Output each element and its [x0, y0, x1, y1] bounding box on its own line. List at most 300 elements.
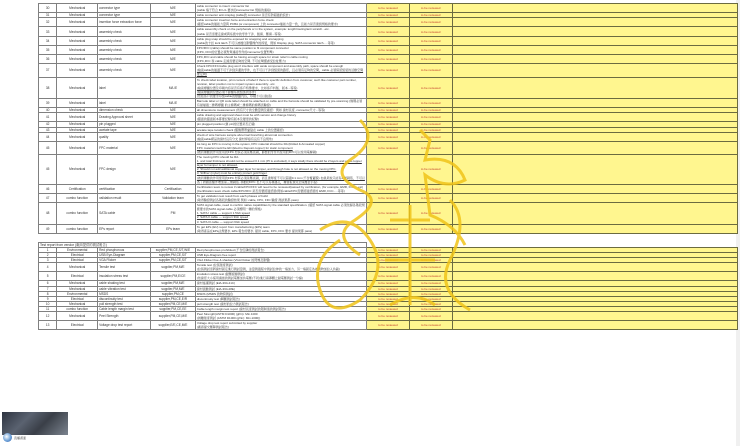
- review-status-cell[interactable]: to be reviewed: [367, 113, 410, 122]
- remarks-cell[interactable]: [452, 98, 737, 107]
- review-status-cell[interactable]: to be reviewed: [409, 296, 452, 301]
- remarks-cell[interactable]: [452, 64, 737, 77]
- review-status-cell[interactable]: to be reviewed: [409, 321, 452, 330]
- review-status-cell[interactable]: to be reviewed: [409, 127, 452, 132]
- table-row: [39, 55, 738, 64]
- row-owner[interactable]: M/E: [151, 4, 196, 13]
- row-owner[interactable]: supplier,PM,M/E: [151, 281, 196, 286]
- row-owner[interactable]: supplier,PM,CE,E/R: [151, 296, 196, 301]
- row-owner[interactable]: supplier,PM,CE,EE: [151, 306, 196, 311]
- review-status-cell[interactable]: to be reviewed: [367, 321, 410, 330]
- review-status-cell[interactable]: to be reviewed: [409, 252, 452, 257]
- review-status-cell[interactable]: to be reviewed: [409, 36, 452, 45]
- row-category[interactable]: Environmental: [57, 291, 98, 296]
- review-status-cell[interactable]: to be reviewed: [367, 224, 410, 233]
- row-number[interactable]: 45: [39, 141, 57, 154]
- row-category[interactable]: Mechanical: [57, 127, 98, 132]
- remarks-cell[interactable]: [452, 141, 737, 154]
- row-owner[interactable]: M/E: [151, 113, 196, 122]
- row-description[interactable]: [195, 184, 366, 193]
- row-item[interactable]: acetate tape: [98, 127, 151, 132]
- row-number[interactable]: 8: [39, 291, 57, 296]
- review-status-cell[interactable]: to be reviewed: [409, 193, 452, 202]
- description-line: SATA signal cable, need to confirm native capabilities by the standard specification. (確認 SATA signal cable 必須依據各階段規範要求的SATA signal cable 必須標明一種的規格): [196, 203, 365, 212]
- row-category[interactable]: Mechanical: [57, 27, 98, 36]
- row-item[interactable]: assembly check: [98, 36, 151, 45]
- row-category[interactable]: combo function: [57, 306, 98, 311]
- row-item[interactable]: label: [98, 77, 151, 98]
- review-status-cell[interactable]: to be reviewed: [367, 36, 410, 45]
- review-status-cell[interactable]: to be reviewed: [367, 281, 410, 286]
- review-status-cell[interactable]: to be reviewed: [367, 193, 410, 202]
- row-owner[interactable]: supplier,PM,CE,M/E: [151, 312, 196, 321]
- row-number[interactable]: 4: [39, 263, 57, 272]
- row-item[interactable]: assembly check: [98, 55, 151, 64]
- review-status-cell[interactable]: to be reviewed: [367, 127, 410, 132]
- row-description[interactable]: [195, 141, 366, 154]
- row-category[interactable]: Mechanical: [57, 18, 98, 27]
- row-number[interactable]: 40: [39, 108, 57, 113]
- row-item[interactable]: cable shaking test: [98, 281, 151, 286]
- review-status-cell[interactable]: to be reviewed: [409, 247, 452, 252]
- review-status-cell[interactable]: to be reviewed: [409, 55, 452, 64]
- row-number[interactable]: 3: [39, 257, 57, 262]
- row-owner[interactable]: supplier,PM,CE,S/T: [151, 252, 196, 257]
- review-status-cell[interactable]: to be reviewed: [367, 27, 410, 36]
- review-status-cell[interactable]: to be reviewed: [367, 301, 410, 306]
- row-number[interactable]: 31: [39, 13, 57, 18]
- review-status-cell[interactable]: to be reviewed: [367, 64, 410, 77]
- webcam-thumbnail: [2, 412, 68, 435]
- review-status-cell[interactable]: to be reviewed: [409, 272, 452, 281]
- row-category[interactable]: Mechanical: [57, 55, 98, 64]
- vendor-rows: [39, 242, 738, 330]
- description-line: cable connector insertion force and extraction force check: [196, 18, 274, 23]
- remarks-cell[interactable]: [452, 55, 737, 64]
- description-line: check of wire harness sample abnormal branching abnormal connection: [196, 132, 293, 137]
- row-description[interactable]: [195, 132, 366, 141]
- row-owner[interactable]: M/E: [151, 127, 196, 132]
- row-number[interactable]: 43: [39, 127, 57, 132]
- table-row: [39, 272, 738, 281]
- row-owner[interactable]: M/E: [151, 64, 196, 77]
- row-number[interactable]: 5: [39, 272, 57, 281]
- remarks-cell[interactable]: [452, 18, 737, 27]
- review-status-cell[interactable]: to be reviewed: [367, 45, 410, 54]
- row-item[interactable]: connector type: [98, 4, 151, 13]
- description-line: Certification team to review if cable/FPC/FFC will need to be reviewed/passed by certification, (for example, EMR, FCC... etc): [196, 184, 364, 189]
- review-status-cell[interactable]: to be reviewed: [409, 13, 452, 18]
- row-owner[interactable]: EPs team: [151, 224, 196, 233]
- row-category[interactable]: combo function: [57, 203, 98, 224]
- row-number[interactable]: 45: [39, 155, 57, 185]
- row-owner[interactable]: M/E: [151, 13, 196, 18]
- description-line: (FPC, FFC的位置必須對齊連接零件的connector位置對準): [196, 49, 274, 54]
- row-category[interactable]: Electrical: [57, 272, 98, 281]
- row-owner[interactable]: M/E: [151, 108, 196, 113]
- row-description[interactable]: [195, 263, 366, 272]
- table-row: [39, 98, 738, 107]
- row-item[interactable]: VGA Flicker: [98, 257, 151, 262]
- review-status-cell[interactable]: to be reviewed: [409, 286, 452, 291]
- review-status-cell[interactable]: to be reviewed: [367, 272, 410, 281]
- row-description[interactable]: [195, 224, 366, 233]
- row-owner[interactable]: supplier,PM,M/E: [151, 286, 196, 291]
- row-category[interactable]: Mechanical: [57, 77, 98, 98]
- remarks-cell[interactable]: [452, 27, 737, 36]
- row-item[interactable]: quality: [98, 132, 151, 141]
- row-item[interactable]: Cable length margin test: [98, 306, 151, 311]
- row-description[interactable]: [195, 64, 366, 77]
- review-status-cell[interactable]: to be reviewed: [367, 155, 410, 185]
- description-line: (FPC,FFC 和 cable 走線需要足夠的空間, 不可在彎摺處受拉扯應力): [196, 59, 286, 64]
- description-line: (剝離強度測試 (ASTM D1000 (gf/in): Min.1000)): [196, 316, 261, 321]
- row-description[interactable]: [195, 77, 366, 98]
- row-number[interactable]: 9: [39, 296, 57, 301]
- review-status-cell[interactable]: to be reviewed: [409, 108, 452, 113]
- row-number[interactable]: 36: [39, 55, 57, 64]
- row-owner[interactable]: Certification: [151, 184, 196, 193]
- row-description[interactable]: [195, 113, 366, 122]
- row-number[interactable]: 47: [39, 193, 57, 202]
- review-status-cell[interactable]: to be reviewed: [367, 108, 410, 113]
- row-owner[interactable]: supplier,PM,M/E: [151, 263, 196, 272]
- row-category[interactable]: combo function: [57, 224, 98, 233]
- review-status-cell[interactable]: to be reviewed: [409, 64, 452, 77]
- row-description[interactable]: [195, 55, 366, 64]
- review-status-cell[interactable]: to be reviewed: [409, 281, 452, 286]
- row-owner[interactable]: supplier,PM,CE,S/T,W/E: [151, 247, 196, 252]
- review-status-cell[interactable]: to be reviewed: [367, 252, 410, 257]
- description-line: FPC/FFC (cable) should be same position to fit component connector: [196, 45, 289, 50]
- review-status-cell[interactable]: to be reviewed: [367, 296, 410, 301]
- table-row: [39, 77, 738, 98]
- remarks-cell[interactable]: [452, 184, 737, 193]
- row-item[interactable]: dimension check: [98, 108, 151, 113]
- remarks-cell[interactable]: [452, 203, 737, 224]
- review-status-cell[interactable]: to be reviewed: [409, 306, 452, 311]
- review-status-cell[interactable]: to be reviewed: [367, 98, 410, 107]
- review-status-cell[interactable]: to be reviewed: [409, 122, 452, 127]
- row-category[interactable]: Mechanical: [57, 4, 98, 13]
- description-line: As long as FPC is moving in the system, FPC material should be RA (Rolled & Annealed copper): [196, 141, 326, 146]
- row-owner[interactable]: M/L/E: [151, 98, 196, 107]
- review-status-cell[interactable]: to be reviewed: [409, 98, 452, 107]
- table-row: [39, 263, 738, 272]
- row-description[interactable]: [195, 45, 366, 54]
- description-line: cable plug snap should be exposed for snapping and unsnapping: [196, 36, 284, 41]
- remarks-cell[interactable]: [452, 77, 737, 98]
- row-description[interactable]: [195, 98, 366, 107]
- review-status-cell[interactable]: to be reviewed: [409, 301, 452, 306]
- row-item[interactable]: insertion force extraction force: [98, 18, 151, 27]
- row-owner[interactable]: M/E: [151, 55, 196, 64]
- row-item[interactable]: EPs report: [98, 224, 151, 233]
- row-owner[interactable]: supplier,E/E,CE,M/E: [151, 321, 196, 330]
- review-status-cell[interactable]: to be reviewed: [367, 247, 410, 252]
- row-item[interactable]: assembly check: [98, 27, 151, 36]
- description-line: 線材搖擺測試 (EIA-364-41C): [196, 281, 236, 286]
- review-status-cell[interactable]: to be reviewed: [367, 55, 410, 64]
- row-number[interactable]: 33: [39, 27, 57, 36]
- description-line: (依照客戶的要求印製cable的標籤內容，印刷不可以脫落): [196, 93, 273, 98]
- row-item[interactable]: pin plugged: [98, 122, 151, 127]
- row-category[interactable]: Mechanical: [57, 64, 98, 77]
- row-category[interactable]: Mechanical: [57, 312, 98, 321]
- row-number[interactable]: 39: [39, 98, 57, 107]
- row-item[interactable]: Red phosphorous: [98, 247, 151, 252]
- review-status-cell[interactable]: to be reviewed: [367, 18, 410, 27]
- row-number[interactable]: 38: [39, 77, 57, 98]
- remarks-cell[interactable]: [452, 263, 737, 272]
- row-description[interactable]: [195, 36, 366, 45]
- spreadsheet: [38, 3, 738, 330]
- row-description[interactable]: [195, 321, 366, 330]
- row-item[interactable]: pull strength test: [98, 301, 151, 306]
- row-number[interactable]: 46: [39, 184, 57, 193]
- row-number[interactable]: 42: [39, 122, 57, 127]
- review-status-cell[interactable]: to be reviewed: [367, 77, 410, 98]
- remarks-cell[interactable]: [452, 155, 737, 185]
- review-status-cell[interactable]: to be reviewed: [409, 77, 452, 98]
- row-owner[interactable]: supplier,PM,CE: [151, 291, 196, 296]
- review-status-cell[interactable]: to be reviewed: [367, 203, 410, 224]
- row-item[interactable]: connector type: [98, 13, 151, 18]
- remarks-cell[interactable]: [452, 36, 737, 45]
- table-row: [39, 141, 738, 154]
- row-owner[interactable]: supplier,PM,CE,S/T: [151, 257, 196, 262]
- review-status-cell[interactable]: to be reviewed: [409, 257, 452, 262]
- description-line: The moving FPC should be RA.: [196, 155, 240, 160]
- row-description[interactable]: [195, 203, 366, 224]
- row-number[interactable]: 10: [39, 301, 57, 306]
- row-number[interactable]: 32: [39, 18, 57, 27]
- review-status-cell[interactable]: to be reviewed: [367, 4, 410, 13]
- table-row: [39, 132, 738, 141]
- review-status-cell[interactable]: to be reviewed: [409, 203, 452, 224]
- row-category[interactable]: Electrical: [57, 321, 98, 330]
- row-item[interactable]: FPC material: [98, 141, 151, 154]
- row-item[interactable]: certification: [98, 184, 151, 193]
- row-owner[interactable]: M/E: [151, 27, 196, 36]
- description-line: Cable length margin test report (線材長度測試的限制值的測試報告): [196, 306, 286, 311]
- review-status-cell[interactable]: to be reviewed: [409, 18, 452, 27]
- row-item[interactable]: Peel Strength: [98, 312, 151, 321]
- row-item[interactable]: label: [98, 98, 151, 107]
- description-line: Red phosphorous prohibited (不含紅磷的測試報告): [196, 247, 265, 252]
- row-category[interactable]: Mechanical: [57, 263, 98, 272]
- row-category[interactable]: Mechanical: [57, 122, 98, 127]
- review-status-cell[interactable]: to be reviewed: [409, 113, 452, 122]
- table-row: [39, 224, 738, 233]
- row-owner[interactable]: M/E: [151, 141, 196, 154]
- review-status-cell[interactable]: to be reviewed: [409, 4, 452, 13]
- review-status-cell[interactable]: to be reviewed: [367, 132, 410, 141]
- row-owner[interactable]: M/E: [151, 45, 196, 54]
- row-category[interactable]: Electrical: [57, 257, 98, 262]
- review-status-cell[interactable]: to be reviewed: [409, 132, 452, 141]
- description-line: (檢查標籤的位置必須不影響系統組裝的部件): [196, 89, 256, 94]
- review-status-cell[interactable]: to be reviewed: [367, 13, 410, 18]
- description-line: 2. Should not add additional copper layer for tamper, and through hole is not allowed on the moving FPC.: [196, 167, 337, 172]
- review-status-cell[interactable]: to be reviewed: [367, 122, 410, 127]
- row-category[interactable]: Mechanical: [57, 98, 98, 107]
- row-description[interactable]: [195, 155, 366, 185]
- row-number[interactable]: 13: [39, 321, 57, 330]
- row-number[interactable]: 2: [39, 252, 57, 257]
- table-row: [39, 18, 738, 27]
- row-number[interactable]: 44: [39, 132, 57, 141]
- review-status-cell[interactable]: to be reviewed: [367, 184, 410, 193]
- description-line: To check label location, print content of label if there is specific definition from customer, such like customer part number, revision, label position not to impact system assembly.. etc.: [196, 77, 357, 86]
- review-status-cell[interactable]: to be reviewed: [409, 263, 452, 272]
- row-owner[interactable]: M/E: [151, 155, 196, 185]
- row-item[interactable]: assembly check: [98, 45, 151, 54]
- remarks-cell[interactable]: [452, 224, 737, 233]
- table-row: [39, 27, 738, 36]
- row-category[interactable]: Mechanical: [57, 301, 98, 306]
- row-item[interactable]: validation result: [98, 193, 151, 202]
- row-category[interactable]: Mechanical: [57, 36, 98, 45]
- row-category[interactable]: Mechanical: [57, 13, 98, 18]
- row-category[interactable]: Electrical: [57, 296, 98, 301]
- row-owner[interactable]: M/E: [151, 132, 196, 141]
- row-category[interactable]: Mechanical: [57, 141, 98, 154]
- row-number[interactable]: 41: [39, 113, 57, 122]
- row-owner[interactable]: Validation team: [151, 193, 196, 202]
- description-line: (cable 是否需要走線或與系統中的零件干涉、割傷、壓傷...等等): [196, 31, 282, 36]
- row-item[interactable]: insulation stress test: [98, 272, 151, 281]
- row-owner[interactable]: M/L/E: [151, 77, 196, 98]
- row-number[interactable]: 7: [39, 286, 57, 291]
- row-item[interactable]: USB Eye-Diagram: [98, 252, 151, 257]
- description-line: (檢查標籤位置及印刷內容是否有客戶特殊要求，比如客戶料號、版本...等等): [196, 85, 298, 90]
- description-line: (cable的卡扣 lock latch 不可以被擋住影響操作的拆裝，例如 Display plug, SATA connector latch.... 等等): [196, 40, 335, 45]
- table-row: [39, 113, 738, 122]
- checklist-table: [38, 3, 738, 234]
- review-status-cell[interactable]: to be reviewed: [367, 306, 410, 311]
- row-category[interactable]: Mechanical: [57, 45, 98, 54]
- row-description[interactable]: [195, 312, 366, 321]
- row-item[interactable]: Tensile test: [98, 263, 151, 272]
- review-status-cell[interactable]: to be reviewed: [409, 45, 452, 54]
- description-line: 3. Stiffner (mylar) must be entirely protect gold finger.: [196, 171, 268, 176]
- row-description[interactable]: [195, 27, 366, 36]
- remarks-cell[interactable]: [452, 272, 737, 281]
- row-item[interactable]: Drawing Approval sheet: [98, 113, 151, 122]
- description-line: 1. SATA I cable --- support 1.5Gb speed: [196, 211, 250, 216]
- review-status-cell[interactable]: to be reviewed: [409, 141, 452, 154]
- description-line: (確認cable的插拔力量與 PCBA (or component) 上的 connector插拔力量一致，且拔力是否達到規格的要求): [196, 22, 338, 27]
- row-number[interactable]: 30: [39, 4, 57, 13]
- row-number[interactable]: 34: [39, 36, 57, 45]
- remarks-cell[interactable]: [452, 321, 737, 330]
- row-description[interactable]: [195, 4, 366, 13]
- row-item[interactable]: cable vibration test: [98, 286, 151, 291]
- row-category[interactable]: combo function: [57, 193, 98, 202]
- row-item[interactable]: MSDS: [98, 291, 151, 296]
- review-status-cell[interactable]: to be reviewed: [367, 263, 410, 272]
- row-owner[interactable]: M/E: [151, 122, 196, 127]
- description-line: To get EPs (EU) report from manufacturing (EPs) team: [196, 224, 270, 229]
- review-status-cell[interactable]: to be reviewed: [409, 155, 452, 185]
- remarks-cell[interactable]: [452, 312, 737, 321]
- row-number[interactable]: 12: [39, 312, 57, 321]
- remarks-cell[interactable]: [452, 132, 737, 141]
- row-category[interactable]: Mechanical: [57, 113, 98, 122]
- remarks-cell[interactable]: [452, 193, 737, 202]
- row-number[interactable]: 48: [39, 203, 57, 224]
- review-status-cell[interactable]: to be reviewed: [409, 184, 452, 193]
- row-number[interactable]: 11: [39, 306, 57, 311]
- remarks-cell[interactable]: [452, 113, 737, 122]
- description-line: Barcode label or QR code label should be attached on cable and the barcode should be validated by pre-scanning (條碼必須有掃描過二維碼標籤 的主條碼或二維條碼的條碼需驗證): [196, 98, 363, 108]
- row-item[interactable]: SATA cable: [98, 203, 151, 224]
- table-row: [39, 36, 738, 45]
- vendor-section-title: Test report from vendor (廠商提供的測試報告): [39, 242, 367, 247]
- review-status-cell[interactable]: to be reviewed: [367, 286, 410, 291]
- row-number[interactable]: 6: [39, 281, 57, 286]
- row-owner[interactable]: supplier,PM,CE,M/E: [151, 301, 196, 306]
- row-item[interactable]: assembly check: [98, 64, 151, 77]
- row-category[interactable]: Mechanical: [57, 286, 98, 291]
- review-status-cell[interactable]: to be reviewed: [367, 141, 410, 154]
- row-category[interactable]: Certification: [57, 184, 98, 193]
- row-category[interactable]: Mechanical: [57, 281, 98, 286]
- review-status-cell[interactable]: to be reviewed: [367, 257, 410, 262]
- remarks-cell[interactable]: [452, 4, 737, 13]
- row-description[interactable]: [195, 193, 366, 202]
- review-status-cell[interactable]: to be reviewed: [409, 224, 452, 233]
- row-owner[interactable]: M/E: [151, 18, 196, 27]
- row-category[interactable]: Electrical: [57, 252, 98, 257]
- table-row: [39, 155, 738, 185]
- description-line: (圖面的圖面版本都要記錄有版本及變更的紀錄): [196, 117, 259, 122]
- review-status-cell[interactable]: to be reviewed: [367, 291, 410, 296]
- row-category[interactable]: Mechanical: [57, 132, 98, 141]
- row-category[interactable]: Mechanical: [57, 155, 98, 185]
- row-category[interactable]: Mechanical: [57, 108, 98, 113]
- row-number[interactable]: 35: [39, 45, 57, 54]
- review-status-cell[interactable]: to be reviewed: [367, 312, 410, 321]
- row-owner[interactable]: PM: [151, 203, 196, 224]
- description-line: 線材振動測試 (EIA-364-28E): [196, 286, 235, 291]
- row-item[interactable]: discontinuity test: [98, 296, 151, 301]
- description-line: cable drawing and approval sheet must be with version and change history: [196, 113, 297, 118]
- row-owner[interactable]: M/E: [151, 36, 196, 45]
- description-line: Peel Strength(ASTM D1000) (gf/in): Min.1000: [196, 312, 258, 316]
- row-number[interactable]: 37: [39, 64, 57, 77]
- review-status-cell[interactable]: to be reviewed: [409, 291, 452, 296]
- description-line: (檢查cable的插頭不可干涉到旁邊的零件，也不可以干涉到組裝的路徑，且必須有足夠的空間，cable 必須保留組裝的活動空間要足夠): [196, 68, 364, 77]
- table-row: [39, 312, 738, 321]
- table-row: [39, 321, 738, 330]
- row-item[interactable]: FPC design: [98, 155, 151, 185]
- review-status-cell[interactable]: to be reviewed: [409, 27, 452, 36]
- row-item[interactable]: Voltage drop test report: [98, 321, 151, 330]
- row-category[interactable]: Environmental: [57, 247, 98, 252]
- webcam-label: 直播畫面: [14, 436, 27, 440]
- row-number[interactable]: 1: [39, 247, 57, 252]
- main-rows: [39, 4, 738, 234]
- remarks-cell[interactable]: [452, 45, 737, 54]
- row-description[interactable]: [195, 18, 366, 27]
- review-status-cell[interactable]: to be reviewed: [409, 312, 452, 321]
- row-description[interactable]: [195, 272, 366, 281]
- row-owner[interactable]: supplier,PM,E/CE: [151, 272, 196, 281]
- description-line: cable connector anti misplug (cable的 connector 是否有防錯插的設計): [196, 13, 290, 18]
- row-number[interactable]: 49: [39, 224, 57, 233]
